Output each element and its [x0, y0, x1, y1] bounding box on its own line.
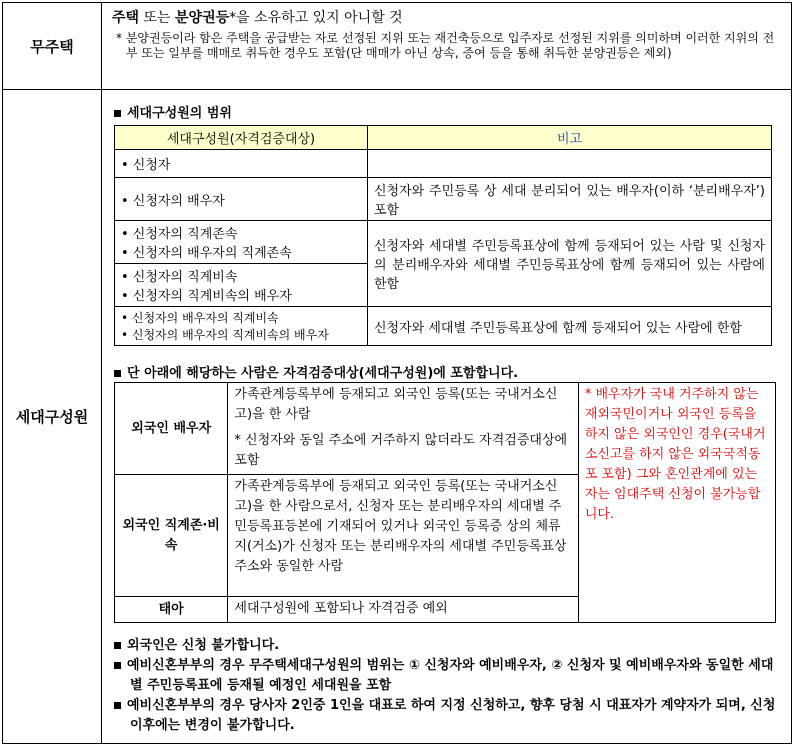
notice-prenuptial-rep: 예비신혼부부의 경우 당사자 2인중 1인을 대표로 하여 지정 신청하고, 향후 당첨 시 대표자가 계약자가 되며, 신청이후에는 변경이 불가합니다.: [114, 696, 785, 736]
foreign-lineal-label: 외국인 직계존·비속: [115, 475, 228, 597]
fetus-desc: 세대구성원에 포함되나 자격검증 예외: [228, 597, 578, 623]
notice-foreigner: 외국인은 신청 불가합니다.: [114, 636, 785, 656]
member-descendants: • 신청자의 직계비속 • 신청자의 직계비속의 배우자: [115, 264, 368, 307]
member-applicant: • 신청자: [115, 150, 368, 178]
member-spouse: • 신청자의 배우자: [115, 178, 368, 221]
col-head-note: 비고: [368, 126, 772, 150]
notice-prenuptial-range: 예비신혼부부의 경우 무주택세대구성원의 범위는 ① 신청자와 예비배우자, ② 신청자 및 예비배우자와 동일한 세대별 주민등록표에 등재될 예정인 세대원을 포함: [114, 656, 785, 696]
member-spouse-descendants-note: 신청자와 세대별 주민등록표상에 함께 등재되어 있는 사람에 한함: [368, 307, 772, 346]
row-no-house: [3, 3, 791, 90]
col-head-member: 세대구성원(자격검증대상): [115, 126, 368, 150]
label-household: 세대구성원: [3, 90, 102, 743]
member-lineal-note: 신청자와 세대별 주민등록표상에 함께 등재되어 있는 사람 및 신청자의 분리배우자와 세대별 주민등록표상에 함께 등재되어 있는 사람에 한함: [368, 221, 772, 307]
warning-note: * 배우자가 국내 거주하지 않는 재외국민이거나 외국인 등록을 하지 않은 외국인인 경우(국내거소신고를 하지 않은 외국국적동포 포함) 그와 혼인관계에 있는 자는 임대주택 신청이 불가능합니다.: [578, 383, 775, 623]
notice-list: [114, 636, 785, 736]
member-spouse-descendants: • 신청자의 배우자의 직계비속 • 신청자의 배우자의 직계비속의 배우자: [115, 307, 368, 346]
member-range-table: [114, 125, 772, 346]
member-spouse-note: 신청자와 주민등록 상 세대 분리되어 있는 배우자(이하 ‘분리배우자’) 포함: [368, 178, 772, 221]
foreigner-table: [114, 382, 776, 623]
label-no-house: 무주택: [3, 3, 102, 89]
eligibility-table: [2, 2, 792, 744]
member-ascendants: • 신청자의 직계존속 • 신청자의 배우자의 직계존속: [115, 221, 368, 264]
foreign-lineal-desc: 가족관계등록부에 등재되고 외국인 등록(또는 국내거소신고)을 한 사람으로서, 신청자 또는 분리배우자의 세대별 주민등록표등본에 기재되어 있거나 외국인 등록증 상의 체류지(거소)가 신청자 또는 분리배우자의 세대별 주민등록표상 주소와 동일한 사람: [228, 475, 578, 597]
section-include: 단 아래에 해당하는 사람은 자격검증대상(세대구성원)에 포함합니다.: [114, 362, 518, 381]
no-house-title: 주택 또는 분양권등*을 소유하고 있지 아니할 것: [112, 10, 403, 26]
foreign-spouse-desc: 가족관계등록부에 등재되고 외국인 등록(또는 국내거소신고)을 한 사람 * 신청자와 동일 주소에 거주하지 않더라도 자격검증대상에 포함: [228, 383, 578, 475]
fetus-label: 태아: [115, 597, 228, 623]
section-range: 세대구성원의 범위: [114, 102, 232, 121]
foreign-spouse-label: 외국인 배우자: [115, 383, 228, 475]
no-house-note: * 분양권등이라 함은 주택을 공급받는 자로 선정된 지위 또는 재건축등으로 입주자로 선정된 지위를 의미하며 이러한 지위의 전부 또는 일부를 매매로 취득한 경우도 포함(단 매매가 아닌 상속, 증여 등을 통해 취득한 분양권등은 제외): [116, 31, 775, 60]
household-content: [102, 90, 791, 743]
